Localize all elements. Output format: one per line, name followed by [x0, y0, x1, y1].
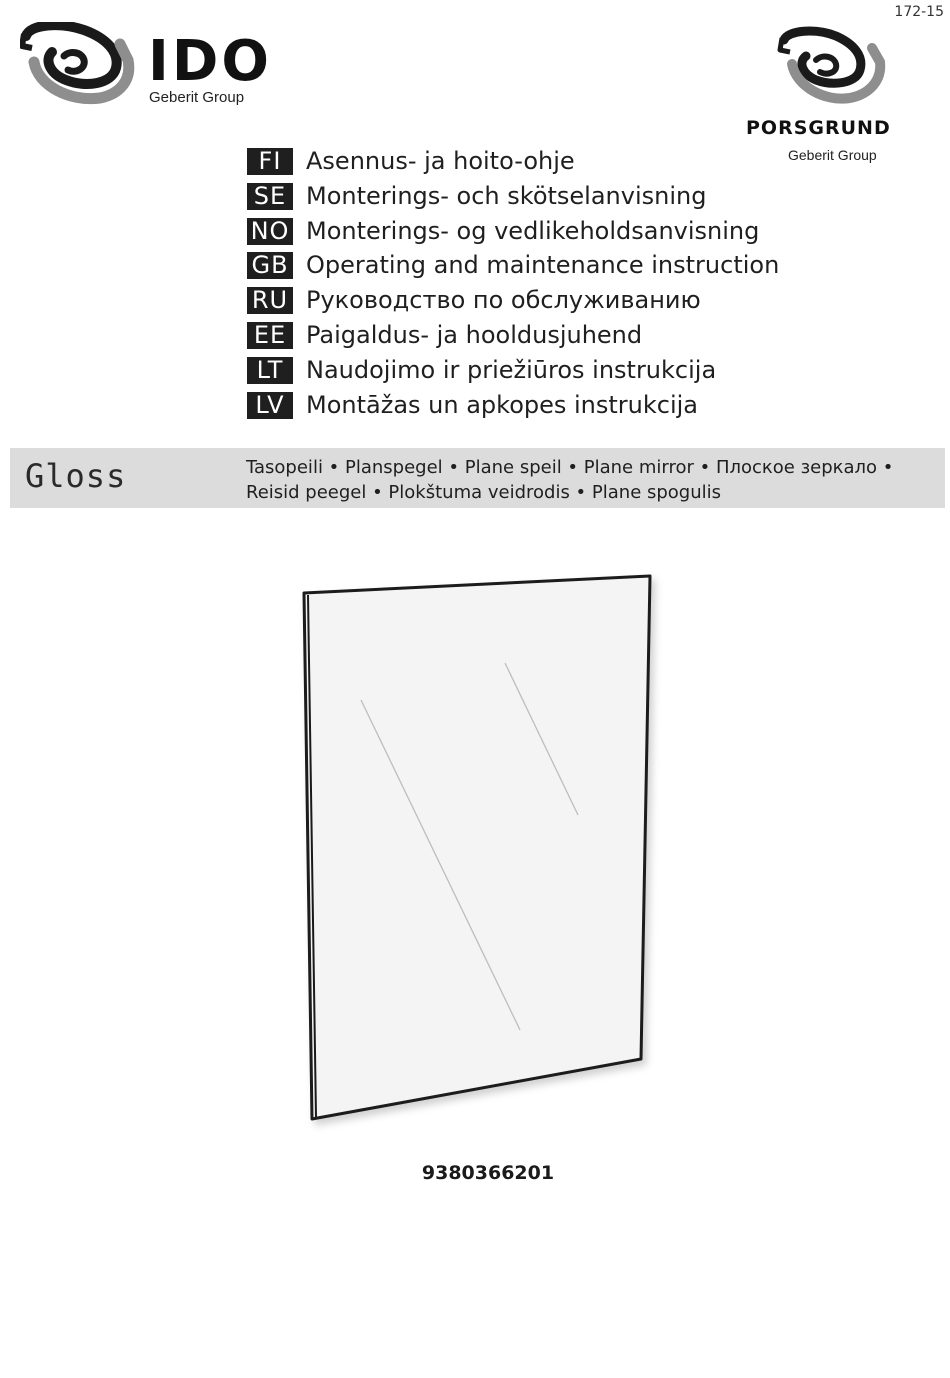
- language-title: Monterings- och skötselanvisning: [306, 182, 707, 210]
- ido-group-label: Geberit Group: [149, 89, 245, 106]
- language-code: NO: [247, 218, 293, 245]
- language-code: LT: [247, 357, 293, 384]
- product-description: [246, 455, 893, 505]
- product-name: Gloss: [25, 457, 127, 495]
- language-row-gb: [247, 250, 779, 280]
- language-row-no: [247, 216, 759, 246]
- document-code: 172-15: [894, 4, 944, 20]
- language-title: Monterings- og vedlikeholdsanvisning: [306, 217, 760, 245]
- language-code: FI: [247, 148, 293, 175]
- language-row-se: [247, 181, 706, 211]
- language-title: Naudojimo ir priežiūros instrukcija: [306, 356, 717, 384]
- language-row-lt: [247, 355, 716, 385]
- language-title: Asennus- ja hoito-ohje: [306, 147, 575, 175]
- language-code: EE: [247, 322, 293, 349]
- ido-wordmark: IDO: [148, 29, 272, 94]
- language-code: GB: [247, 252, 293, 279]
- language-row-lv: [247, 390, 698, 420]
- language-code: SE: [247, 183, 293, 210]
- language-row-ru: [247, 285, 701, 315]
- language-code: LV: [247, 392, 293, 419]
- mirror-illustration: [290, 565, 670, 1135]
- language-row-fi: [247, 146, 575, 176]
- language-title: Руководство по обслуживанию: [306, 286, 701, 314]
- language-code: RU: [247, 287, 293, 314]
- porsgrund-wordmark: PORSGRUND: [746, 117, 891, 139]
- product-description-line-2: Reisid peegel • Plokštuma veidrodis • Plane spogulis: [246, 482, 722, 503]
- product-description-line-1: Tasopeili • Planspegel • Plane speil • Plane mirror • Плоское зеркало •: [246, 457, 894, 478]
- language-row-ee: [247, 320, 642, 350]
- language-title: Paigaldus- ja hooldusjuhend: [306, 321, 643, 349]
- language-title: Operating and maintenance instruction: [306, 251, 780, 279]
- language-title: Montāžas un apkopes instrukcija: [306, 391, 699, 419]
- porsgrund-group-label: Geberit Group: [788, 147, 877, 163]
- article-number: 9380366201: [421, 1162, 555, 1184]
